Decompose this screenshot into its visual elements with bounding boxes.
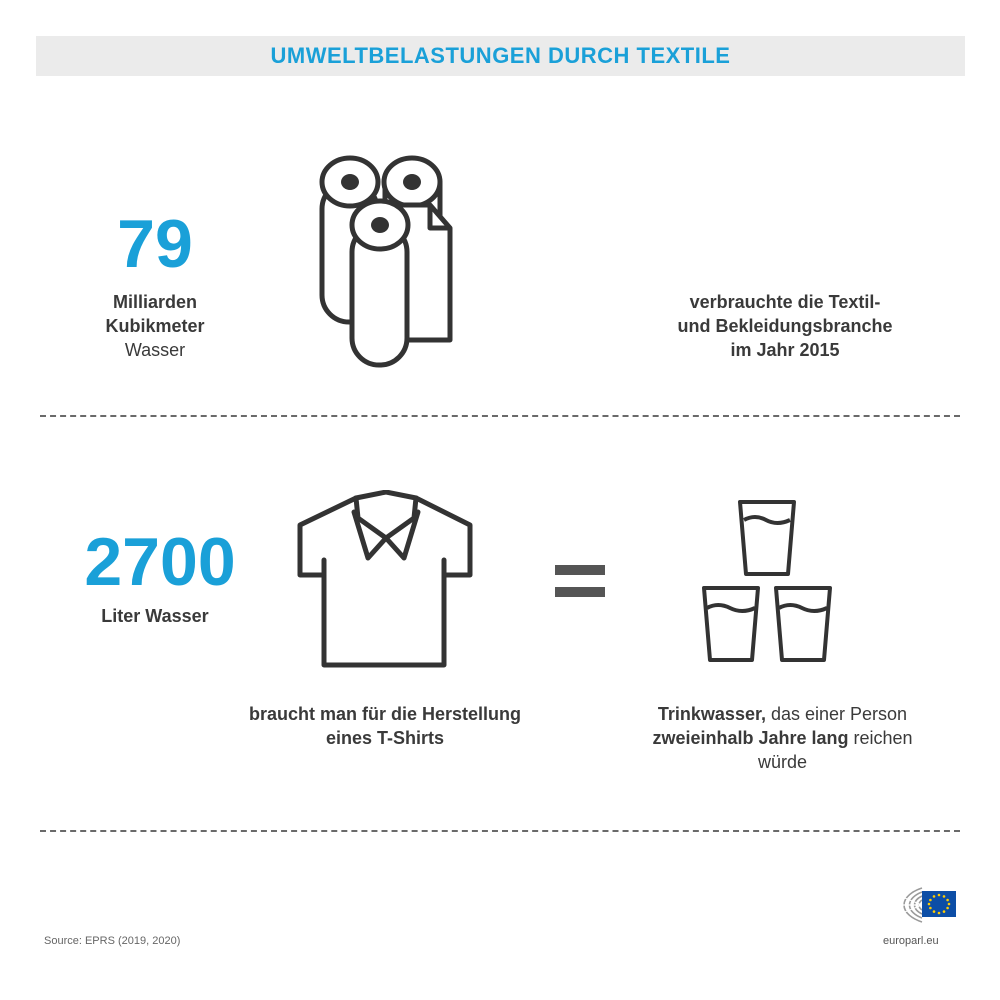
stat-number-79: 79 — [117, 206, 193, 282]
desc-line: eines T-Shirts — [325, 728, 445, 748]
desc-text: das einer Person — [765, 704, 908, 724]
desc-line: und Bekleidungsbranche — [677, 316, 893, 336]
section-divider — [40, 830, 960, 832]
stat-label-79 — [60, 290, 250, 362]
desc-bold: Trinkwasser, — [657, 704, 766, 724]
desc-line: braucht man für die Herstellung — [248, 704, 522, 724]
section-divider — [40, 415, 960, 417]
source-note: Source: EPRS (2019, 2020) — [44, 935, 181, 947]
equals-icon — [555, 565, 605, 597]
stat-description-79 — [660, 290, 910, 362]
site-url: europarl.eu — [883, 935, 939, 947]
label-line: Kubikmeter — [105, 316, 205, 336]
desc-text: reichen — [848, 728, 913, 748]
desc-line: verbrauchte die Textil- — [689, 292, 881, 312]
fabric-rolls-icon — [310, 150, 470, 375]
t-shirt-icon — [296, 490, 481, 670]
desc-line: im Jahr 2015 — [730, 340, 840, 360]
water-glasses-icon — [700, 498, 835, 663]
water-description — [630, 702, 935, 774]
label-line: Milliarden — [112, 292, 197, 312]
desc-text: würde — [757, 752, 808, 772]
page-title: UMWELTBELASTUNGEN DURCH TEXTILE — [270, 43, 731, 68]
european-parliament-logo — [878, 882, 960, 928]
label-line: Liter Wasser — [101, 606, 209, 626]
stat-number-2700: 2700 — [84, 524, 236, 600]
shirt-description — [230, 702, 540, 750]
title-bar — [36, 36, 965, 76]
label-line: Wasser — [124, 340, 186, 360]
stat-label-2700 — [60, 604, 250, 628]
desc-bold: zweieinhalb Jahre lang — [652, 728, 849, 748]
